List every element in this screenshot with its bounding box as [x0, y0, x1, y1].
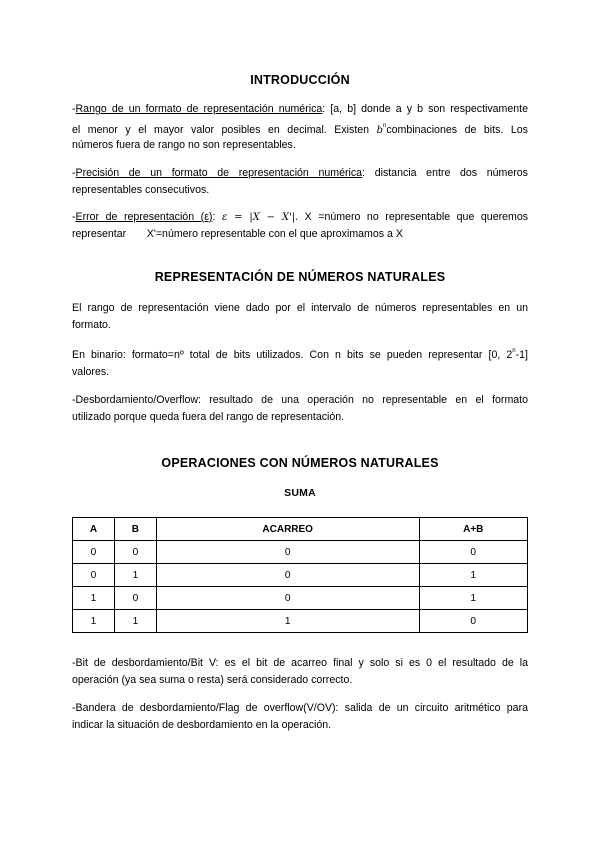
col-header: A+B [419, 518, 528, 541]
flag-overflow-paragraph: -Bandera de desbordamiento/Flag de overflow(V/OV): salida de un circuito aritmético para indicar la situación de desbordamiento en la operación. [72, 702, 528, 731]
table-row [73, 587, 528, 610]
bit-v-paragraph: -Bit de desbordamiento/Bit V: es el bit de acarreo final y solo si es 0 el resultado de la operación (ya sea suma o resta) será considerado correcto. [72, 657, 528, 686]
table-cell: 0 [114, 587, 156, 610]
rango-paragraph: -Rango de un formato de representación numérica: [a, b] donde a y b son respectivamente el menor y el mayor valor posibles en decimal. Existen $b^ncombinaciones$ de bits. Los números fuera de rango no son representables. [72, 103, 528, 151]
table-cell: 0 [419, 610, 528, 633]
table-cell: 0 [73, 564, 115, 587]
error-term: Error de representación (ε) [75, 211, 213, 223]
rango-naturales-paragraph: El rango de representación viene dado por el intervalo de números representables en un formato. [72, 302, 528, 331]
table-cell: 0 [156, 587, 419, 610]
intro-heading: INTRODUCCIÓN [250, 73, 350, 87]
col-header: A [73, 518, 115, 541]
naturales-heading: REPRESENTACIÓN DE NÚMEROS NATURALES [154, 270, 446, 284]
table-cell: 0 [73, 541, 115, 564]
col-header: ACARREO [156, 518, 419, 541]
table-cell: 0 [114, 541, 156, 564]
overflow-paragraph: -Desbordamiento/Overflow: resultado de una operación no representable en el formato utilizado porque queda fuera del rango de representación. [72, 394, 528, 423]
table-cell: 1 [156, 610, 419, 633]
suma-table [72, 517, 528, 633]
table-cell: 1 [419, 587, 528, 610]
error-formula: ε = |X − X'| [221, 212, 296, 223]
binario-paragraph: En binario: formato=nº total de bits utilizados. Con n bits se pueden representar [0, 2$^n$-1] valores. [72, 348, 528, 378]
table-row [73, 564, 528, 587]
precision-term: Precisión de un formato de representación numérica [75, 167, 363, 179]
table-cell: 0 [156, 541, 419, 564]
col-header: B [114, 518, 156, 541]
table-cell: 0 [156, 564, 419, 587]
error-paragraph: -Error de representación (ε): ε = |X − X'|. X =número no representable que queremos representar X'=número representable con el que aproximamos a X [72, 211, 529, 240]
rango-term: Rango de un formato de representación numérica [75, 103, 323, 115]
table-header-row [73, 518, 528, 541]
table-row [73, 541, 528, 564]
suma-subheading: SUMA [284, 487, 316, 499]
table-cell: 1 [114, 564, 156, 587]
table-cell: 1 [419, 564, 528, 587]
table-row [73, 610, 528, 633]
precision-paragraph: -Precisión de un formato de representación numérica: distancia entre dos números representables consecutivos. [72, 167, 528, 196]
table-cell: 1 [73, 587, 115, 610]
table-cell: 1 [73, 610, 115, 633]
operaciones-heading: OPERACIONES CON NÚMEROS NATURALES [161, 456, 439, 470]
table-cell: 1 [114, 610, 156, 633]
table-cell: 0 [419, 541, 528, 564]
